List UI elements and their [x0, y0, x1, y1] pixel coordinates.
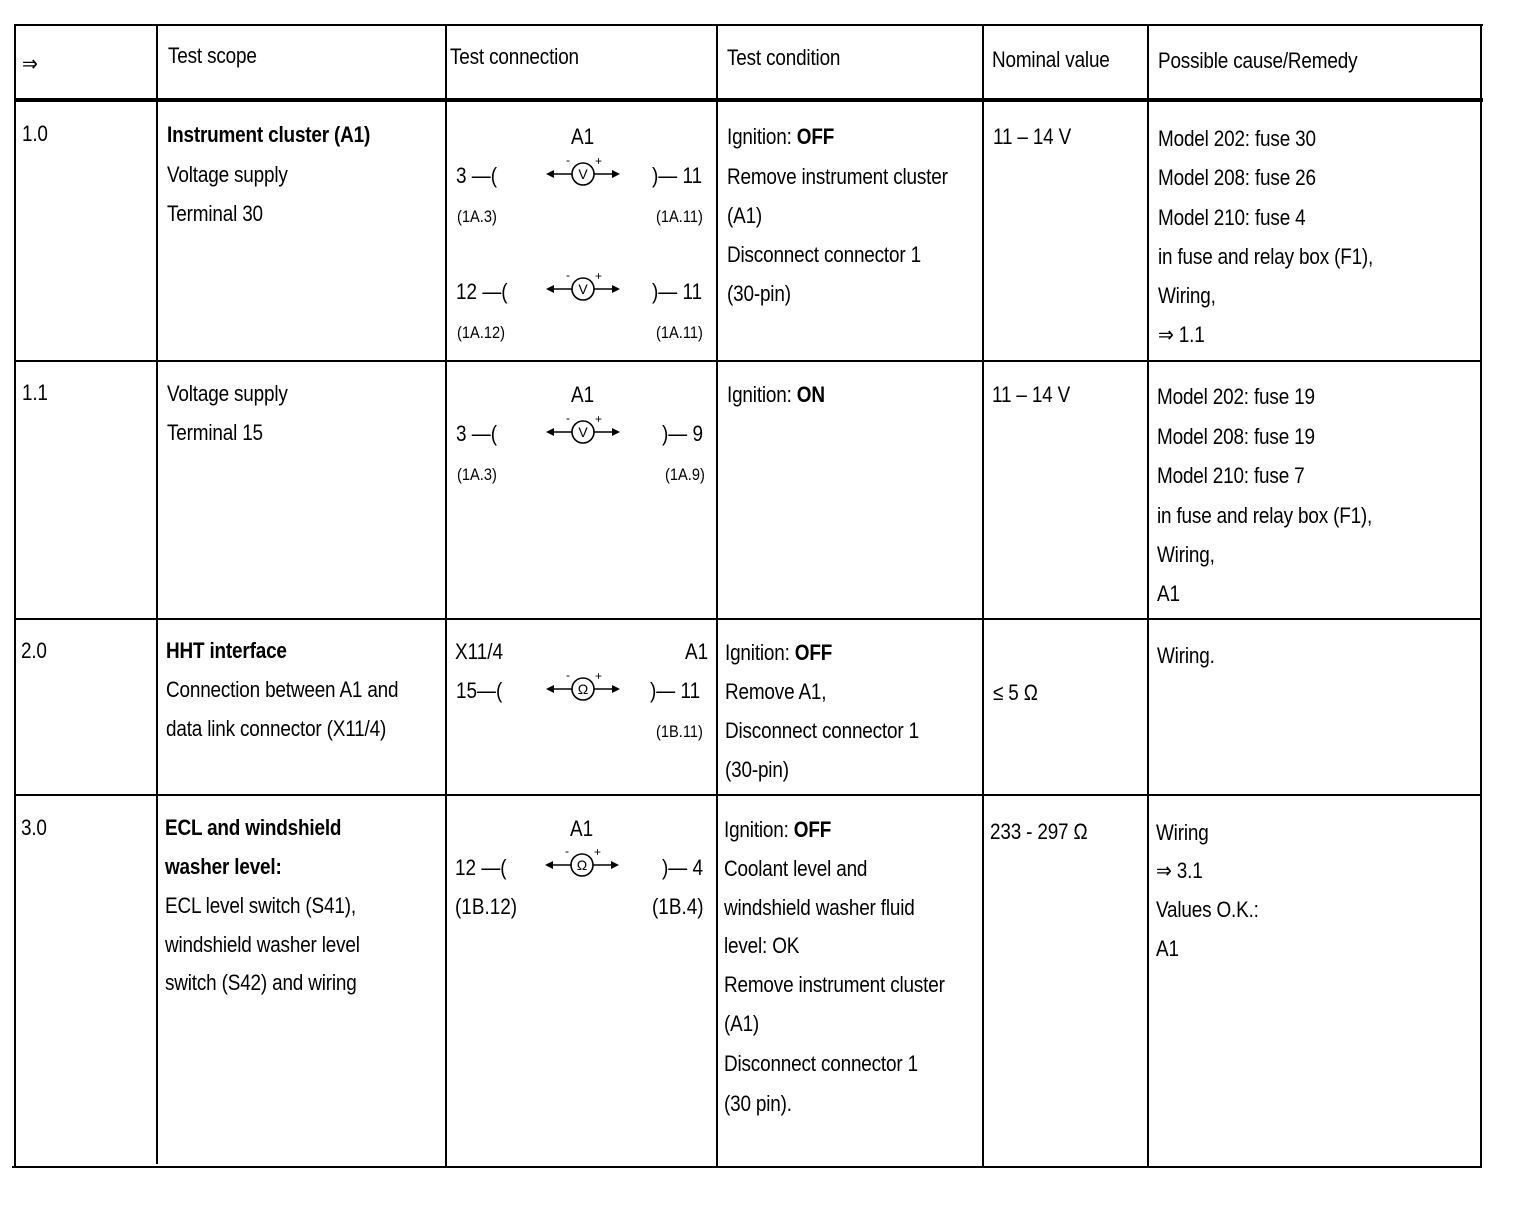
ignition-condition [727, 375, 825, 414]
meter-symbol-text: V [578, 281, 588, 297]
cause-line: Model 210: fuse 4 [1158, 205, 1306, 230]
ohmmeter-icon [545, 844, 619, 879]
ignition-state: ON [796, 382, 825, 407]
voltmeter-icon [546, 268, 620, 303]
scope-line: ECL level switch (S41), [165, 893, 356, 918]
row-divider [15, 360, 1481, 362]
cause-line: in fuse and relay box (F1), [1158, 244, 1374, 269]
ohmmeter-symbol [545, 844, 619, 879]
svg-text:-: - [566, 268, 570, 282]
table-top-border [15, 24, 1483, 26]
nominal-value: 11 – 14 V [992, 382, 1071, 407]
cause-line: in fuse and relay box (F1), [1157, 503, 1373, 528]
row-divider [14, 794, 1481, 796]
scope-line: windshield washer level [165, 932, 360, 957]
scope-line: Terminal 30 [167, 201, 263, 226]
svg-text:-: - [566, 668, 570, 682]
pin-reference: (1B.11) [656, 722, 703, 741]
scope-title: Instrument cluster (A1) [167, 122, 371, 147]
ignition-state: OFF [796, 124, 835, 149]
condition-line: Coolant level and [724, 856, 868, 881]
column-divider [1480, 24, 1482, 1168]
condition-line: (30 pin). [724, 1091, 792, 1116]
voltmeter-symbol [546, 268, 620, 303]
header-test-scope: Test scope [168, 43, 257, 68]
condition-line: (A1) [727, 203, 763, 228]
scope-line: Voltage supply [167, 162, 288, 187]
voltmeter-icon [546, 411, 620, 446]
column-divider [14, 24, 16, 1168]
left-pin: 3 —( [456, 163, 498, 188]
cause-line: A1 [1156, 936, 1179, 961]
ohmmeter-symbol [546, 668, 620, 703]
pin-reference: (1A.12) [457, 323, 505, 342]
pin-number: 3 [456, 163, 467, 188]
right-pin: )— 11 [652, 279, 703, 304]
pin-number: 9 [692, 421, 704, 446]
condition-line: (A1) [724, 1011, 760, 1036]
column-divider [982, 24, 984, 1168]
meter-symbol-text: V [578, 424, 588, 440]
meter-symbol-text: Ω [577, 681, 589, 697]
right-pin: )— 11 [652, 163, 703, 188]
header-possible-cause: Possible cause/Remedy [1158, 48, 1358, 73]
voltmeter-icon [546, 153, 620, 188]
pin-number: 11 [682, 279, 703, 304]
scope-line: switch (S42) and wiring [165, 970, 357, 995]
ignition-label: Ignition: [724, 817, 794, 842]
ignition-label: Ignition: [727, 382, 797, 407]
svg-text:+: + [595, 269, 603, 283]
condition-line: Remove instrument cluster [727, 164, 948, 189]
ignition-condition [725, 633, 832, 672]
device-label: A1 [570, 816, 594, 841]
left-pin: 15—( [456, 678, 503, 703]
header-arrow: ⇒ [22, 51, 38, 76]
cause-line: ⇒ 3.1 [1156, 858, 1203, 883]
svg-text:-: - [566, 153, 570, 167]
step-number: 2.0 [21, 638, 47, 663]
cause-line: Wiring, [1158, 283, 1216, 308]
nominal-value: 233 - 297 Ω [990, 819, 1088, 844]
voltmeter-symbol [546, 153, 620, 188]
left-pin: 3 —( [456, 421, 498, 446]
row-divider [14, 618, 1481, 620]
header-nominal-value: Nominal value [992, 47, 1110, 72]
svg-text:+: + [595, 669, 603, 683]
condition-line: level: OK [724, 933, 800, 958]
pin-number: 11 [680, 678, 701, 703]
pin-reference: (1A.9) [665, 465, 705, 484]
scope-line: Voltage supply [167, 381, 288, 406]
svg-text:+: + [594, 845, 602, 859]
step-number: 1.1 [22, 380, 48, 405]
cause-line: Model 210: fuse 7 [1157, 463, 1305, 488]
column-divider [156, 24, 158, 1164]
device-label: A1 [685, 639, 709, 664]
scope-line: Connection between A1 and [166, 677, 399, 702]
pin-reference: (1A.11) [656, 323, 703, 342]
condition-line: windshield washer fluid [724, 895, 915, 920]
pin-number: 11 [682, 163, 703, 188]
ignition-condition [724, 810, 831, 849]
condition-line: Disconnect connector 1 [724, 1051, 918, 1076]
device-label: A1 [571, 124, 595, 149]
column-divider [445, 24, 447, 1166]
step-number: 1.0 [22, 121, 48, 146]
svg-text:+: + [595, 412, 603, 426]
cause-line: Wiring. [1157, 643, 1215, 668]
pin-number: 12 [455, 855, 477, 880]
voltmeter-symbol [546, 411, 620, 446]
condition-line: (30-pin) [727, 281, 791, 306]
cause-line: Model 208: fuse 26 [1158, 165, 1316, 190]
column-divider [1147, 24, 1149, 1168]
cause-line: A1 [1157, 581, 1180, 606]
cause-line: Model 202: fuse 19 [1157, 384, 1315, 409]
right-pin: )— 11 [650, 678, 701, 703]
ignition-label: Ignition: [725, 640, 795, 665]
pin-reference: (1B.4) [652, 894, 704, 919]
right-pin: )— 9 [662, 421, 704, 446]
left-pin: 12 —( [456, 279, 508, 304]
svg-text:+: + [595, 154, 603, 168]
cause-line: Model 208: fuse 19 [1157, 424, 1315, 449]
nominal-value: 11 – 14 V [993, 124, 1072, 149]
pin-number: 12 [456, 279, 478, 304]
header-test-condition: Test condition [727, 45, 841, 70]
condition-line: Remove A1, [725, 679, 827, 704]
meter-symbol-text: V [578, 166, 588, 182]
pin-reference: (1B.12) [455, 894, 518, 919]
cause-line: Wiring [1156, 820, 1209, 845]
condition-line: (30-pin) [725, 757, 789, 782]
cause-line: Wiring, [1157, 542, 1215, 567]
scope-title: washer level: [165, 854, 282, 879]
left-pin: 12 —( [455, 855, 507, 880]
pin-reference: (1A.3) [457, 465, 497, 484]
pin-number: 3 [456, 421, 467, 446]
pin-number: 4 [692, 855, 704, 880]
cause-line: Values O.K.: [1156, 897, 1259, 922]
scope-line: Terminal 15 [167, 420, 263, 445]
cause-line: Model 202: fuse 30 [1158, 126, 1316, 151]
pin-number: 15 [456, 678, 478, 703]
svg-text:-: - [565, 844, 569, 858]
right-pin: )— 4 [662, 855, 704, 880]
scope-title: HHT interface [166, 638, 287, 663]
header-test-connection: Test connection [450, 44, 579, 69]
condition-line: Disconnect connector 1 [725, 718, 919, 743]
cause-line: ⇒ 1.1 [1158, 322, 1205, 347]
ignition-condition [727, 117, 834, 156]
svg-text:-: - [566, 411, 570, 425]
table-bottom-border [12, 1166, 1480, 1168]
meter-symbol-text: Ω [576, 857, 588, 873]
ohmmeter-icon [546, 668, 620, 703]
left-device-label: X11/4 [455, 639, 504, 664]
scope-title: ECL and windshield [165, 815, 342, 840]
pin-reference: (1A.3) [457, 207, 497, 226]
pin-reference: (1A.11) [656, 207, 703, 226]
ignition-state: OFF [793, 817, 832, 842]
condition-line: Disconnect connector 1 [727, 242, 921, 267]
header-bottom-border [15, 98, 1483, 102]
ignition-label: Ignition: [727, 124, 797, 149]
scope-line: data link connector (X11/4) [166, 716, 387, 741]
column-divider [716, 24, 718, 1168]
condition-line: Remove instrument cluster [724, 972, 945, 997]
step-number: 3.0 [21, 815, 47, 840]
ignition-state: OFF [794, 640, 833, 665]
device-label: A1 [571, 382, 595, 407]
nominal-value: ≤ 5 Ω [993, 680, 1038, 705]
